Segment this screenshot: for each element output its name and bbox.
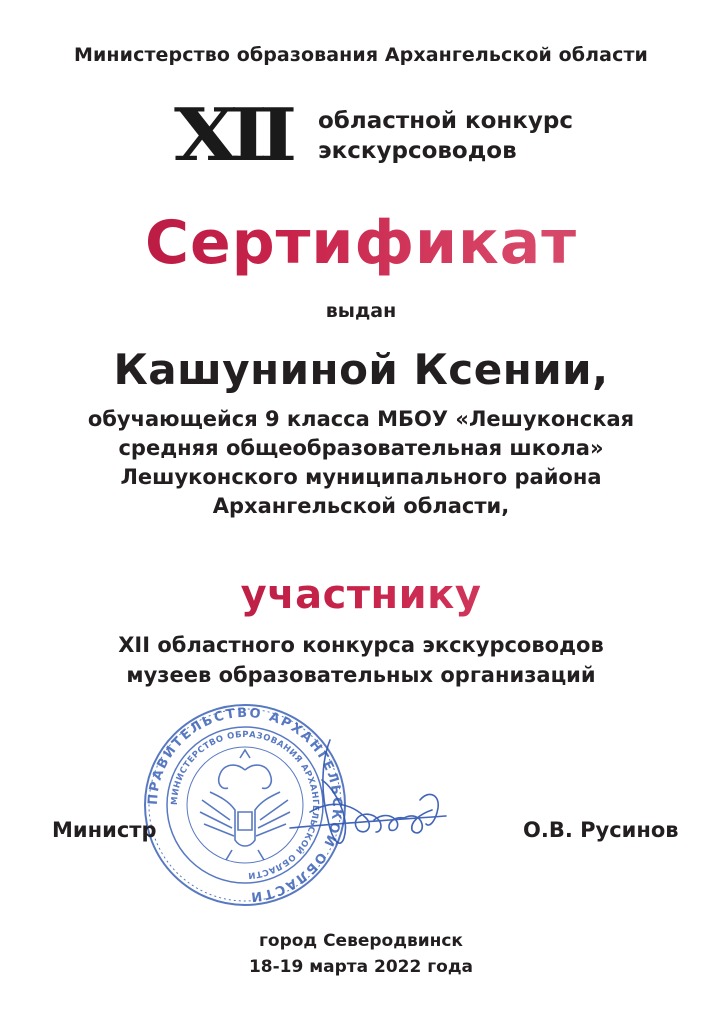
signatory-position: Министр (52, 818, 157, 842)
seal-inner-text: МИНИСТЕРСТВО ОБРАЗОВАНИЯ АРХАНГЕЛЬСКОЙ ОБЛАСТИ (169, 729, 321, 881)
logo-caption-line2: экскурсоводов (318, 138, 517, 164)
recipient-name: Кашуниной Ксении, (113, 345, 609, 394)
logo-caption-line1: областной конкурс (318, 108, 574, 134)
details-line: средняя общеобразовательная школа» (118, 436, 604, 460)
details-line: Лешуконского муниципального района (120, 465, 602, 489)
issue-date: 18-19 марта 2022 года (248, 957, 474, 977)
ministry-header: Министерство образования Архангельской области (74, 44, 648, 66)
signatory-name: О.В. Русинов (523, 818, 679, 842)
participant-role: участнику (0, 572, 722, 618)
handwritten-signature (270, 720, 460, 870)
issue-place-date (0, 928, 722, 980)
certificate-title: Сертификат (0, 208, 722, 278)
issue-city: город Северодвинск (259, 931, 463, 951)
details-line: Архангельской области, (212, 494, 510, 518)
recipient-details (0, 405, 722, 521)
contest-description (0, 630, 722, 690)
contest-line: музеев образовательных организаций (126, 663, 596, 687)
contest-line: XII областного конкурса экскурсоводов (118, 633, 604, 657)
seal-outer-text: ПРАВИТЕЛЬСТВО АРХАНГЕЛЬСКОЙ ОБЛАСТИ (145, 705, 345, 905)
details-line: обучающейся 9 класса МБОУ «Лешуконская (87, 407, 635, 431)
issued-label: выдан (325, 300, 397, 322)
contest-numeral-logo: XII (174, 92, 289, 177)
